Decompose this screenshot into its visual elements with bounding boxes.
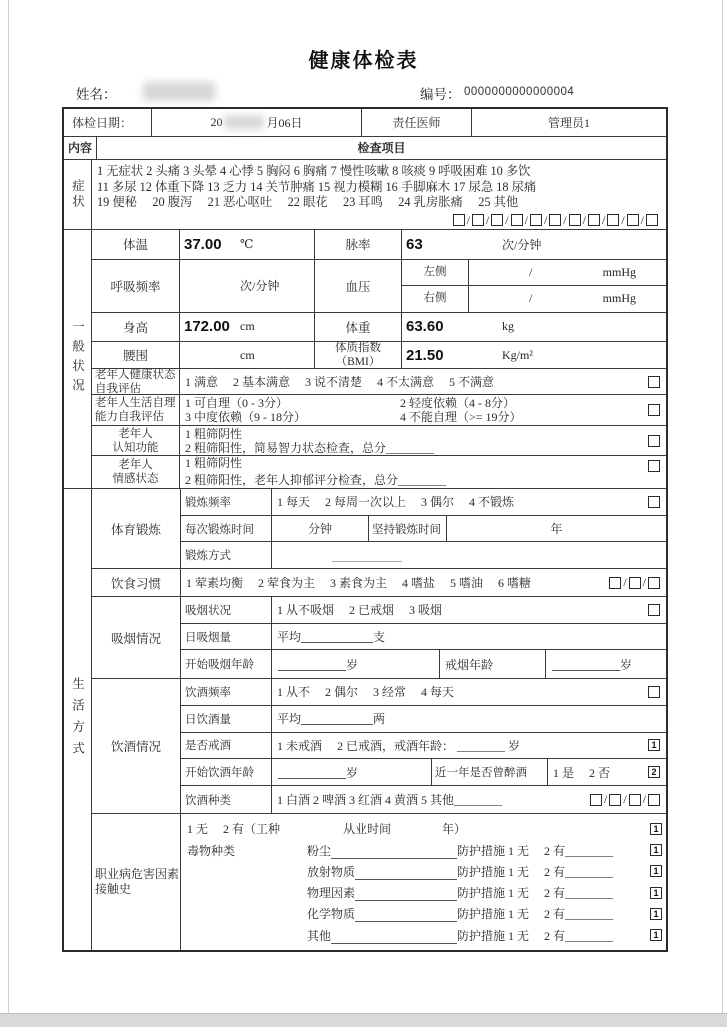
elderly-health-content xyxy=(180,369,666,394)
general-band xyxy=(64,230,666,489)
drinking-types-checkboxes xyxy=(590,792,660,807)
drinking-start-age-blank xyxy=(278,766,346,779)
checkbox xyxy=(648,496,660,508)
checkbox-separator: / xyxy=(485,212,490,227)
selfcare-opt-2: 2 轻度依赖（4 - 8分） xyxy=(400,396,515,411)
exam-date-suffix: 月06日 xyxy=(266,115,303,130)
elderly-selfcare-label-cell xyxy=(92,395,180,425)
drinking-types-options: 1 白酒 2 啤酒 3 红酒 4 黄酒 5 其他________ xyxy=(277,793,503,808)
protection-text: 防护措施 1 无 2 有________ xyxy=(457,886,614,901)
general-category xyxy=(64,230,92,488)
numbered-checkbox: 1 xyxy=(650,844,662,856)
drinking-amount-content xyxy=(272,706,666,732)
checkbox xyxy=(627,214,639,226)
drinking-start-age-row xyxy=(181,759,666,786)
emotional-line2: 2 粗筛阳性，老年人抑郁评分检查，总分________ xyxy=(185,473,447,487)
diet-options: 1 荤素均衡 2 荤食为主 3 素食为主 4 嗜盐 5 嗜油 6 嗜糖 xyxy=(186,576,532,590)
symptoms-content xyxy=(92,160,666,229)
selfcare-opt-4: 4 不能自理（>= 19分） xyxy=(400,410,522,425)
checkbox xyxy=(511,214,523,226)
exercise-keep-label: 坚持锻炼时间 xyxy=(369,516,447,542)
exercise-freq-row xyxy=(181,489,666,516)
numbered-checkbox: 1 xyxy=(648,739,660,751)
height-value: 172.00 xyxy=(184,318,230,336)
exercise-mode-blank xyxy=(332,549,402,562)
quit-smoking-age-cell xyxy=(546,650,666,678)
emotional-label2: 情感状态 xyxy=(112,473,159,485)
occupational-item-checkbox xyxy=(650,908,662,920)
checkbox xyxy=(569,214,581,226)
occupational-item-row xyxy=(187,882,662,903)
toxin-name: 放射物质 xyxy=(307,864,356,879)
occupational-item-checkbox xyxy=(650,887,662,899)
row-elderly-selfcare xyxy=(92,395,666,426)
exercise-group xyxy=(92,489,666,569)
weight-value-cell xyxy=(402,313,666,342)
protection-text: 防护措施 1 无 2 有________ xyxy=(457,907,614,922)
toxin-blank xyxy=(355,910,457,922)
exercise-time-unit: 分钟 xyxy=(272,516,369,542)
occupational-header-checkbox xyxy=(650,823,662,835)
checkbox xyxy=(648,604,660,616)
checkbox-separator: / xyxy=(505,212,509,227)
smoking-age-row xyxy=(181,650,666,678)
checkbox xyxy=(648,794,660,806)
temperature-unit: ℃ xyxy=(240,236,254,251)
occupational-item-row xyxy=(187,925,662,946)
checkbox xyxy=(648,686,660,698)
smoking-group-label: 吸烟情况 xyxy=(92,597,181,678)
exam-date-redacted xyxy=(224,115,264,129)
emotional-content xyxy=(180,456,666,488)
smoking-start-age-label: 开始吸烟年龄 xyxy=(181,650,272,678)
bmi-value: 21.50 xyxy=(406,346,444,364)
content-header-right: 检查项目 xyxy=(357,141,406,156)
drinking-group-label: 饮酒情况 xyxy=(92,679,181,813)
elderly-selfcare-content xyxy=(180,395,666,425)
checkbox xyxy=(609,794,621,806)
drinking-freq-checkbox xyxy=(648,686,660,698)
drinking-freq-content xyxy=(272,679,666,705)
checkbox xyxy=(629,794,641,806)
form-title: 健康体检表 xyxy=(308,50,419,72)
exercise-mode-content xyxy=(272,542,666,568)
height-value-cell xyxy=(180,313,315,342)
checkbox-separator: / xyxy=(623,575,627,589)
selfcare-opt-1: 1 可自理（0 - 3分） xyxy=(185,396,288,411)
checkbox-separator: / xyxy=(621,212,625,227)
occupational-label-cell xyxy=(92,814,181,950)
page-bottom-shadow xyxy=(0,1013,727,1027)
quit-drinking-content xyxy=(272,733,666,759)
quit-smoking-age-blank xyxy=(552,658,620,671)
bp-label: 血压 xyxy=(315,260,402,312)
toxin-name: 物理因素 xyxy=(307,886,356,901)
occupational-item-checkbox xyxy=(650,865,662,877)
cognitive-label1: 老年人 xyxy=(118,427,153,440)
checkbox xyxy=(530,214,542,226)
elderly-health-checkbox xyxy=(648,376,660,388)
bp-right-label: 右侧 xyxy=(402,286,469,311)
drinking-freq-row xyxy=(181,679,666,706)
bmi-label-cell xyxy=(315,342,402,368)
checkbox xyxy=(453,214,465,226)
exercise-time-label: 每次锻炼时间 xyxy=(181,516,272,542)
symptoms-line-3: 19 便秘 20 腹泻 21 恶心呕吐 22 眼花 23 耳鸣 24 乳房胀痛 25 其他 xyxy=(97,195,519,209)
drinking-amount-label: 日饮酒量 xyxy=(181,706,272,732)
code-label: 编号： xyxy=(420,87,461,102)
checkbox xyxy=(646,214,658,226)
diet-label: 饮食习惯 xyxy=(92,569,181,596)
exam-date-prefix: 20 xyxy=(210,114,223,129)
lifestyle-category-label: 生活方式 xyxy=(70,676,85,763)
emotional-line1: 1 粗筛阴性 xyxy=(185,456,243,470)
protection-text: 防护措施 1 无 2 有________ xyxy=(457,864,614,879)
bp-right-row xyxy=(402,286,666,311)
code-value: 0000000000000004 xyxy=(464,86,575,98)
toxin-blank xyxy=(331,847,457,859)
page-right-edge xyxy=(722,0,723,1014)
smoking-amount-suffix: 支 xyxy=(373,630,386,644)
smoking-start-age-cell xyxy=(272,650,440,678)
occupational-item-checkbox xyxy=(650,929,662,941)
smoking-start-age-blank xyxy=(278,658,346,671)
drunk-past-year-content xyxy=(548,759,666,785)
numbered-checkbox: 1 xyxy=(650,887,662,899)
numbered-checkbox: 1 xyxy=(650,908,662,920)
cognitive-line1: 1 粗筛阴性 xyxy=(185,426,243,441)
bp-left-unit: mmHg xyxy=(602,265,636,279)
weight-label: 体重 xyxy=(315,313,402,342)
drinking-freq-label: 饮酒频率 xyxy=(181,679,272,705)
checkbox xyxy=(648,435,660,447)
checkbox xyxy=(609,577,621,589)
bp-right-unit: mmHg xyxy=(602,291,636,306)
smoking-status-options: 1 从不吸烟 2 已戒烟 3 吸烟 xyxy=(277,603,443,618)
checkbox-separator: / xyxy=(524,212,528,227)
lifestyle-band xyxy=(64,489,666,950)
occupational-label2: 接触史 xyxy=(95,882,132,896)
symptoms-checkboxes xyxy=(97,213,658,228)
emotional-checkbox xyxy=(648,460,660,472)
height-label: 身高 xyxy=(92,313,180,342)
checkbox xyxy=(472,214,484,226)
cognitive-line2: 2 粗筛阳性，简易智力状态检查，总分________ xyxy=(185,440,435,455)
respiration-unit: 次/分钟 xyxy=(240,279,280,294)
name-label: 姓名： xyxy=(76,87,117,102)
respiration-label: 呼吸频率 xyxy=(92,260,180,312)
checkbox xyxy=(648,577,660,589)
numbered-checkbox: 1 xyxy=(650,929,662,941)
exam-info-row xyxy=(64,109,666,137)
bp-left-slash: / xyxy=(529,265,533,279)
diet-row xyxy=(92,569,666,597)
exercise-mode-row xyxy=(181,542,666,568)
toxin-type-label: 毒物种类 xyxy=(187,843,236,858)
drinking-start-age-cell xyxy=(272,759,432,785)
drunk-past-year-label: 近一年是否曾醉酒 xyxy=(432,759,548,785)
row-elderly-health xyxy=(92,369,666,395)
toxin-blank xyxy=(355,889,457,901)
bp-cell xyxy=(402,260,666,312)
name-value-redacted xyxy=(143,82,215,101)
drinking-types-content xyxy=(272,786,666,813)
numbered-checkbox: 1 xyxy=(650,823,662,835)
checkbox xyxy=(590,794,602,806)
bmi-label-line2: （BMI） xyxy=(335,356,381,369)
row-respiration-bp xyxy=(92,260,666,313)
weight-unit: kg xyxy=(502,319,514,334)
bmi-unit: Kg/m² xyxy=(502,347,533,362)
elderly-selfcare-label1: 老年人生活自理 xyxy=(95,397,176,410)
checkbox-separator: / xyxy=(582,212,586,227)
quit-smoking-age-label: 戒烟年龄 xyxy=(440,650,546,678)
checkbox-separator: / xyxy=(601,212,606,227)
quit-drinking-label: 是否戒酒 xyxy=(181,733,272,759)
drinking-amount-prefix: 平均 xyxy=(277,712,302,727)
weight-value: 63.60 xyxy=(406,318,444,336)
smoking-amount-content xyxy=(272,624,666,650)
pulse-value: 63 xyxy=(406,235,423,253)
toxin-name: 粉尘 xyxy=(307,843,332,858)
occupational-header-line xyxy=(187,818,662,839)
bp-left-label: 左侧 xyxy=(402,260,469,285)
occupational-item-row xyxy=(187,840,662,861)
pulse-label: 脉率 xyxy=(315,230,402,259)
lifestyle-category xyxy=(64,489,92,950)
numbered-checkbox: 2 xyxy=(648,766,660,778)
exercise-mode-label: 锻炼方式 xyxy=(181,542,272,568)
checkbox xyxy=(607,214,619,226)
cognitive-content xyxy=(180,426,666,455)
bp-left-row xyxy=(402,260,666,286)
smoking-amount-blank xyxy=(301,630,373,643)
row-height-weight xyxy=(92,313,666,343)
occupational-item-checkbox xyxy=(650,844,662,856)
exam-date-cell xyxy=(152,109,362,136)
diet-checkboxes xyxy=(609,575,660,590)
symptoms-band xyxy=(64,160,666,230)
occupational-content xyxy=(181,814,666,950)
page-left-edge xyxy=(8,0,9,1014)
bp-right-value xyxy=(469,286,666,311)
general-category-label: 一般状况 xyxy=(70,320,85,398)
drinking-amount-row xyxy=(181,706,666,733)
checkbox-separator: / xyxy=(563,212,567,227)
elderly-health-label2: 自我评估 xyxy=(95,382,141,395)
occupational-header-text: 1 无 2 有（工种 从业时间 年） xyxy=(187,822,467,837)
exercise-freq-checkbox xyxy=(648,496,660,508)
row-waist-bmi xyxy=(92,342,666,369)
quit-smoking-age-unit: 岁 xyxy=(620,657,633,672)
pulse-value-cell xyxy=(402,230,666,259)
bp-right-slash: / xyxy=(529,291,533,306)
symptoms-category xyxy=(64,160,92,229)
smoking-status-label: 吸烟状况 xyxy=(181,597,272,623)
exercise-keep-unit: 年 xyxy=(550,522,563,536)
drunk-past-year-checkbox xyxy=(648,766,660,778)
elderly-health-label-cell xyxy=(92,369,180,394)
selfcare-opt-3: 3 中度依赖（9 - 18分） xyxy=(185,410,306,425)
smoking-amount-prefix: 平均 xyxy=(277,630,302,644)
elderly-selfcare-label2: 能力自我评估 xyxy=(95,411,164,424)
row-emotional xyxy=(92,456,666,488)
elderly-health-options: 1 满意 2 基本满意 3 说不清楚 4 不太满意 5 不满意 xyxy=(185,375,495,390)
emotional-label-cell xyxy=(92,456,180,488)
drunk-past-year-options: 1 是 2 否 xyxy=(553,765,611,780)
smoking-start-age-unit: 岁 xyxy=(346,657,359,672)
numbered-checkbox: 1 xyxy=(650,865,662,877)
occupational-item-row xyxy=(187,903,662,924)
bmi-value-cell xyxy=(402,342,666,368)
doctor-value: 管理员1 xyxy=(547,115,590,130)
checkbox xyxy=(588,214,600,226)
checkbox-separator: / xyxy=(642,575,646,589)
bmi-label-line1: 体质指数 xyxy=(335,342,381,355)
elderly-health-label1: 老年人健康状态 xyxy=(95,368,176,381)
checkbox-separator: / xyxy=(603,792,608,807)
emotional-label1: 老年人 xyxy=(118,459,153,471)
quit-drinking-checkbox xyxy=(648,739,660,751)
smoking-group xyxy=(92,597,666,679)
toxin-name: 化学物质 xyxy=(307,907,356,922)
content-header-left: 内容 xyxy=(64,137,97,159)
quit-drinking-options: 1 未戒酒 2 已戒酒，戒酒年龄： ________ 岁 xyxy=(277,738,521,753)
quit-drinking-row xyxy=(181,733,666,760)
exercise-time-row xyxy=(181,516,666,543)
row-temperature-pulse xyxy=(92,230,666,260)
drinking-start-age-label: 开始饮酒年龄 xyxy=(181,759,272,785)
waist-unit: cm xyxy=(240,347,255,362)
drinking-freq-options: 1 从不 2 偶尔 3 经常 4 每天 xyxy=(277,685,455,700)
symptoms-line-2: 11 多尿 12 体重下降 13 乏力 14 关节肿痛 15 视力模糊 16 手脚麻木 17 尿急 18 尿痛 xyxy=(97,179,537,194)
checkbox-separator: / xyxy=(642,792,646,807)
cognitive-label2: 认知功能 xyxy=(112,441,159,454)
drinking-start-age-unit: 岁 xyxy=(346,765,359,780)
drinking-types-row xyxy=(181,786,666,813)
temperature-value-cell xyxy=(180,230,315,259)
smoking-status-checkbox xyxy=(648,604,660,616)
diet-content xyxy=(181,569,666,596)
pulse-unit: 次/分钟 xyxy=(502,237,542,252)
drinking-amount-suffix: 两 xyxy=(373,712,386,727)
smoking-status-content xyxy=(272,597,666,623)
symptoms-category-label: 症状 xyxy=(70,179,85,210)
cognitive-label-cell xyxy=(92,426,180,455)
exercise-freq-options: 1 每天 2 每周一次以上 3 偶尔 4 不锻炼 xyxy=(277,495,515,510)
waist-label: 腰围 xyxy=(92,342,180,368)
protection-text: 防护措施 1 无 2 有________ xyxy=(457,843,614,858)
symptoms-line-1: 1 无症状 2 头痛 3 头晕 4 心悸 5 胸闷 6 胸痛 7 慢性咳嗽 8 咳痰 9 呼吸困难 10 多饮 xyxy=(97,164,531,178)
respiration-value-cell xyxy=(180,260,315,312)
health-exam-table xyxy=(62,107,668,952)
exercise-group-label: 体育锻炼 xyxy=(92,489,181,568)
height-unit: cm xyxy=(240,319,255,334)
toxin-name: 其他 xyxy=(307,928,332,943)
toxin-blank xyxy=(355,868,457,880)
content-header-row xyxy=(64,137,666,160)
protection-text: 防护措施 1 无 2 有________ xyxy=(457,928,614,943)
bp-left-value xyxy=(469,260,666,285)
checkbox xyxy=(648,404,660,416)
doctor-label: 责任医师 xyxy=(362,109,472,136)
occupational-group xyxy=(92,814,666,950)
elderly-selfcare-checkbox xyxy=(648,404,660,416)
checkbox xyxy=(549,214,561,226)
drinking-types-label: 饮酒种类 xyxy=(181,786,272,813)
exercise-freq-content xyxy=(272,489,666,515)
checkbox xyxy=(648,376,660,388)
checkbox-separator: / xyxy=(640,212,644,227)
drinking-group xyxy=(92,679,666,814)
checkbox-separator: / xyxy=(623,792,627,807)
smoking-status-row xyxy=(181,597,666,624)
checkbox xyxy=(629,577,641,589)
drinking-amount-blank xyxy=(301,712,373,725)
checkbox xyxy=(491,214,503,226)
checkbox-separator: / xyxy=(466,212,470,227)
occupational-label1: 职业病危害因素 xyxy=(95,867,180,881)
cognitive-checkbox xyxy=(648,435,660,447)
smoking-amount-label: 日吸烟量 xyxy=(181,624,272,650)
occupational-item-row xyxy=(187,861,662,882)
temperature-value: 37.00 xyxy=(184,235,222,253)
checkbox-separator: / xyxy=(543,212,548,227)
checkbox xyxy=(648,460,660,472)
exercise-freq-label: 锻炼频率 xyxy=(181,489,272,515)
temperature-label: 体温 xyxy=(92,230,180,259)
toxin-blank xyxy=(331,932,457,944)
exam-date-label: 体检日期： xyxy=(64,109,152,136)
row-cognitive xyxy=(92,426,666,456)
smoking-amount-row xyxy=(181,624,666,651)
waist-value-cell xyxy=(180,342,315,368)
